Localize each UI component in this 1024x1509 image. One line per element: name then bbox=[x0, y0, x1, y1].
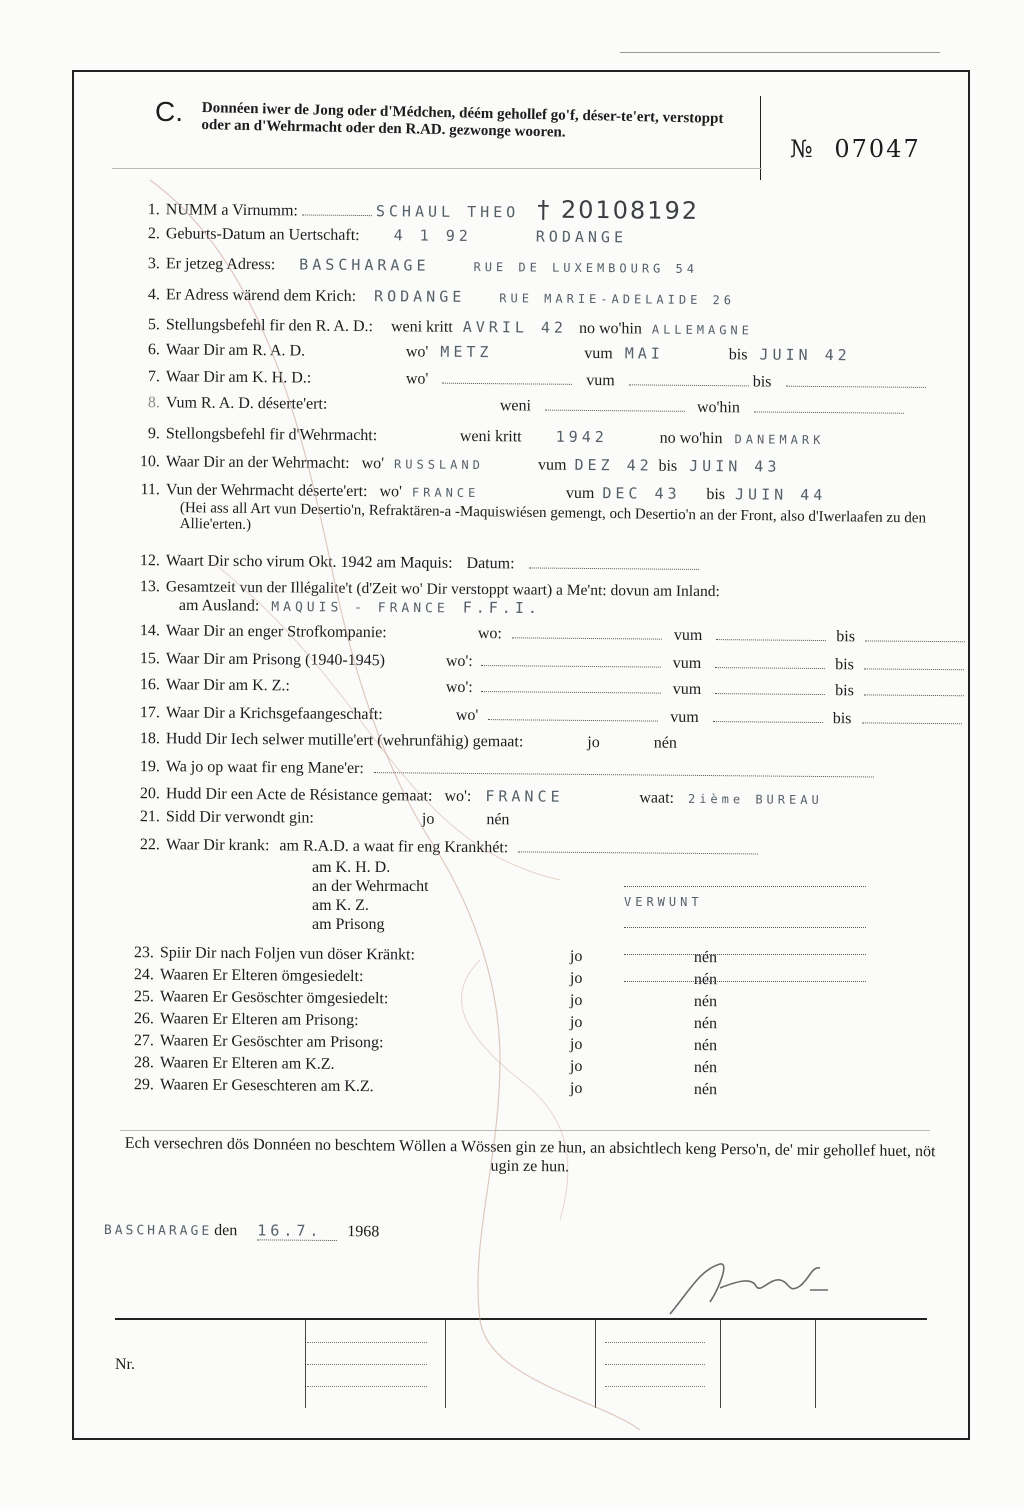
dotted-line bbox=[481, 677, 661, 694]
field-number: 19. bbox=[139, 758, 160, 776]
key-label: wo': bbox=[444, 787, 472, 805]
sublabel-khd: am K. H. D. bbox=[312, 859, 391, 876]
resistance-location[interactable]: FRANCE bbox=[485, 787, 564, 806]
field-label: Waaren Er Elteren ömgesiedelt: bbox=[159, 966, 364, 986]
footer-dotted bbox=[307, 1342, 427, 1343]
key-label: wo' bbox=[455, 706, 479, 725]
rad-order-destination[interactable]: ALLEMAGNE bbox=[651, 322, 753, 338]
dotted-line bbox=[785, 372, 925, 388]
field-number: 5. bbox=[147, 316, 160, 334]
war-address-town[interactable]: RODANGE bbox=[374, 287, 466, 306]
yes-option[interactable]: jo bbox=[569, 991, 583, 1009]
key-label: vum bbox=[672, 680, 702, 698]
year-label: 1968 bbox=[347, 1223, 380, 1241]
dotted-line bbox=[512, 623, 662, 639]
no-option[interactable]: nén bbox=[486, 811, 510, 829]
yes-option[interactable]: jo bbox=[421, 810, 435, 828]
field-11-note: (Hei ass all Art vun Desertio'n, Refraktären-a -Maquiswiésen gemengt, och Desertio'n an der Front, also d'Iwerlaafen zu den Allie'erten.) bbox=[179, 500, 927, 533]
key-label: weni kritt bbox=[459, 427, 522, 446]
wehrmacht-from[interactable]: DEZ 42 bbox=[574, 455, 653, 475]
section-title: Donnéen iwer de Jong oder d'Médchen, déém gehollef go'f, déser-te'ert, verstoppt oder an d'Wehrmacht oder den R.AD. gezwonge wooren. bbox=[201, 100, 724, 141]
footer-dotted bbox=[307, 1386, 427, 1387]
yes-option[interactable]: jo bbox=[569, 969, 583, 987]
dotted-line bbox=[545, 396, 685, 412]
key-label: no wo'hin bbox=[578, 319, 642, 338]
footer-dotted bbox=[605, 1386, 705, 1387]
field-label: Waaren Er Gesöschter am Prisong: bbox=[159, 1032, 384, 1052]
no-option[interactable]: nén bbox=[693, 1036, 718, 1055]
yes-option[interactable]: jo bbox=[569, 1079, 583, 1097]
key-label: bis bbox=[836, 628, 856, 646]
no-option[interactable]: nén bbox=[693, 992, 718, 1011]
wehrmacht-order-date[interactable]: 1942 bbox=[555, 427, 608, 447]
rad-order-date[interactable]: AVRIL 42 bbox=[462, 317, 568, 337]
field-number: 18. bbox=[139, 730, 160, 748]
key-label: vum bbox=[586, 371, 615, 390]
footer-dotted bbox=[307, 1364, 427, 1365]
yes-option[interactable]: jo bbox=[569, 1013, 583, 1031]
field-number: 28. bbox=[133, 1054, 154, 1072]
key-label: wo'hin bbox=[696, 398, 740, 417]
den-label: den bbox=[214, 1221, 238, 1240]
field-label: Er jetzeg Adress: bbox=[165, 255, 276, 274]
field-number: 17. bbox=[139, 704, 160, 722]
place-date bbox=[104, 1220, 380, 1241]
field-number: 23. bbox=[133, 944, 154, 962]
key-label: Datum: bbox=[466, 554, 515, 573]
field-label: am Ausland: bbox=[178, 596, 260, 615]
field-number: 21. bbox=[139, 808, 160, 826]
footer-dotted bbox=[605, 1342, 705, 1343]
footer-grid bbox=[115, 1320, 927, 1408]
desertion-from[interactable]: DEC 43 bbox=[602, 484, 681, 503]
sublabel-prisong: am Prisong bbox=[312, 916, 385, 933]
death-date-note: † 20108192 bbox=[537, 195, 700, 225]
rad-from[interactable]: MAI bbox=[624, 344, 664, 363]
key-label: vum bbox=[670, 708, 699, 726]
field-label: Er Adress wärend dem Krich: bbox=[165, 286, 357, 305]
field-label: Vun der Wehrmacht déserte'ert: bbox=[165, 481, 368, 501]
key-label: bis bbox=[658, 457, 678, 475]
dotted-line bbox=[302, 200, 372, 216]
field-label: Geburts-Datum an Uertschaft: bbox=[165, 225, 360, 244]
field-label: Waaren Er Gesöschter ömgesiedelt: bbox=[159, 988, 389, 1008]
key-label: bis bbox=[752, 373, 772, 391]
field-label: Waar Dir a Krichsgefaangeschaft: bbox=[165, 704, 383, 724]
dotted-line bbox=[715, 679, 825, 695]
footer-cell-divider bbox=[720, 1320, 721, 1408]
field-label: Waar Dir an der Wehrmacht: bbox=[165, 453, 350, 472]
name-value[interactable]: SCHAUL THEO bbox=[375, 202, 520, 222]
field-number: 7. bbox=[147, 368, 160, 386]
dotted-line bbox=[374, 758, 874, 777]
key-label: bis bbox=[835, 682, 854, 700]
illness-value[interactable]: VERWUNT bbox=[624, 895, 703, 909]
field-number: 25. bbox=[133, 988, 154, 1006]
field-label: Spiir Dir nach Foljen vun döser Kränkt: bbox=[159, 944, 416, 964]
footer-cell-divider bbox=[305, 1320, 306, 1408]
yes-option[interactable]: jo bbox=[569, 1035, 583, 1053]
field-number: 4. bbox=[147, 286, 160, 304]
field-label: Waaren Er Elteren am Prisong: bbox=[159, 1010, 359, 1030]
dotted-line bbox=[529, 553, 699, 569]
field-number: 2. bbox=[147, 225, 160, 243]
key-label: weni bbox=[499, 397, 532, 415]
ffi-value[interactable]: F.F.I. bbox=[462, 598, 542, 618]
key-label: vum bbox=[537, 456, 567, 474]
dotted-line bbox=[861, 708, 961, 724]
no-option[interactable]: nén bbox=[693, 1014, 718, 1033]
key-label: bis bbox=[728, 346, 748, 364]
field-number: 16. bbox=[139, 676, 160, 694]
section-letter: C. bbox=[155, 96, 183, 127]
yes-option[interactable]: jo bbox=[569, 1057, 583, 1075]
footer-cell-divider bbox=[445, 1320, 446, 1408]
place-value[interactable]: BASCHARAGE bbox=[103, 1222, 213, 1239]
no-option[interactable]: nén bbox=[653, 734, 677, 752]
key-label: waat: bbox=[639, 789, 675, 807]
sublabel-rad: am R.A.D. a waat fir eng Krankhét: bbox=[279, 837, 509, 857]
field-number: 14. bbox=[139, 622, 160, 640]
field-label: Stellungsbefehl fir den R. A. D.: bbox=[165, 316, 374, 336]
sublabel-kz: am K. Z. bbox=[312, 897, 369, 914]
field-label: Waart Dir scho virum Okt. 1942 am Maquis: bbox=[165, 552, 453, 572]
dotted-line bbox=[713, 707, 823, 723]
war-address-street[interactable]: RUE MARIE-ADELAIDE 26 bbox=[499, 291, 736, 308]
field-label: Waar Dir am K. H. D.: bbox=[165, 368, 312, 387]
key-label: bis bbox=[706, 486, 726, 504]
field-number: 29. bbox=[133, 1076, 154, 1094]
field-label: Gesamtzeit vun der Illégalite't (d'Zeit wo' Dir verstoppt waart) a Me'nt: dovun am Inland: bbox=[165, 578, 720, 601]
field-number: 15. bbox=[139, 650, 160, 668]
key-label: bis bbox=[835, 656, 854, 674]
field-number: 3. bbox=[147, 255, 160, 273]
number-sign: № bbox=[790, 135, 815, 163]
top-edge-line bbox=[620, 52, 940, 53]
signature-drawing bbox=[660, 1250, 840, 1320]
yes-option[interactable]: jo bbox=[587, 733, 600, 752]
field-number: 20. bbox=[139, 785, 160, 803]
dotted-line bbox=[442, 369, 572, 385]
key-label: vum bbox=[584, 344, 613, 363]
field-number: 24. bbox=[133, 966, 154, 984]
rad-to[interactable]: JUIN 42 bbox=[759, 345, 851, 365]
field-label: Waar Dir am R. A. D. bbox=[165, 341, 306, 360]
form-number bbox=[790, 135, 921, 163]
wehrmacht-to[interactable]: JUIN 43 bbox=[689, 456, 781, 476]
dotted-line bbox=[754, 397, 904, 413]
field-number: 1. bbox=[147, 201, 160, 219]
field-number: 10. bbox=[139, 453, 160, 471]
field-number: 8. bbox=[147, 394, 160, 412]
declaration-rule bbox=[120, 1130, 930, 1131]
field-label: Waar Dir an enger Strofkompanie: bbox=[165, 622, 387, 642]
field-22-sublist bbox=[312, 858, 429, 934]
signature bbox=[660, 1250, 840, 1325]
field-number: 6. bbox=[147, 341, 160, 359]
field-21 bbox=[132, 808, 510, 829]
sublabel-wehrmacht: an der Wehrmacht bbox=[312, 878, 429, 895]
field-label: Waaren Er Geseschteren am K.Z. bbox=[159, 1076, 374, 1096]
no-option[interactable]: nén bbox=[693, 1058, 718, 1077]
footer-cell-divider bbox=[815, 1320, 816, 1408]
field-label: Sidd Dir verwondt gin: bbox=[165, 808, 314, 827]
field-label: NUMM a Virnumm: bbox=[165, 201, 298, 220]
field-13-abroad bbox=[179, 596, 541, 618]
dotted-line bbox=[715, 653, 825, 669]
dotted-line bbox=[629, 370, 749, 386]
field-number: 27. bbox=[133, 1032, 154, 1050]
key-label: bis bbox=[832, 710, 852, 728]
key-label: vum bbox=[672, 654, 702, 672]
key-label: wo': bbox=[445, 678, 473, 696]
field-label: Vum R. A. D. déserte'ert: bbox=[165, 394, 328, 413]
key-label: wo' bbox=[405, 370, 429, 388]
dotted-line bbox=[488, 705, 658, 721]
current-address-street[interactable]: RUE DE LUXEMBOURG 54 bbox=[473, 259, 699, 276]
desertion-location[interactable]: FRANCE bbox=[411, 485, 480, 501]
field-number: 22. bbox=[139, 836, 160, 854]
footer-cell-divider bbox=[595, 1320, 596, 1408]
key-label: vum bbox=[673, 626, 703, 644]
field-label: Hudd Dir een Acte de Résistance gemaat: bbox=[165, 785, 433, 805]
dotted-line bbox=[864, 654, 964, 670]
date-value[interactable]: 16.7. bbox=[257, 1221, 337, 1241]
field-label: Wa jo op waat fir eng Mane'er: bbox=[165, 758, 364, 778]
yes-option[interactable]: jo bbox=[569, 947, 583, 965]
key-label: wo' bbox=[405, 343, 429, 361]
birth-date-value[interactable]: 4 1 92 bbox=[393, 226, 472, 245]
dotted-line bbox=[624, 913, 866, 928]
field-label: Waar Dir am K. Z.: bbox=[165, 676, 290, 695]
no-option[interactable]: nén bbox=[693, 948, 718, 967]
dotted-line bbox=[865, 626, 965, 642]
dotted-line bbox=[716, 625, 826, 641]
field-1 bbox=[132, 192, 699, 225]
field-label: Hudd Dir Iech selwer mutille'ert (wehrunfähig) gemaat: bbox=[165, 730, 524, 751]
field-number: 26. bbox=[133, 1010, 154, 1028]
wehrmacht-order-destination[interactable]: DANEMARK bbox=[734, 432, 825, 448]
field-number: 12. bbox=[139, 552, 160, 570]
wehrmacht-location[interactable]: RUSSLAND bbox=[393, 457, 484, 473]
field-number: 9. bbox=[147, 425, 160, 443]
key-label: weni kritt bbox=[390, 318, 453, 336]
field-label: Waar Dir krank: bbox=[165, 836, 270, 855]
key-label: wo' bbox=[379, 483, 403, 501]
dotted-line bbox=[864, 680, 964, 696]
field-label: Waaren Er Elteren am K.Z. bbox=[159, 1054, 335, 1073]
resistance-activity[interactable]: 2ième BUREAU bbox=[687, 791, 823, 808]
field-number: 13. bbox=[139, 578, 160, 596]
key-label: no wo'hin bbox=[659, 429, 723, 448]
header-rule bbox=[112, 168, 762, 169]
nr-label: Nr. bbox=[115, 1356, 135, 1373]
field-label: Waar Dir am Prisong (1940-1945) bbox=[165, 650, 386, 670]
birth-place-value[interactable]: RODANGE bbox=[535, 227, 628, 247]
key-label: wo': bbox=[445, 652, 473, 670]
rad-location[interactable]: METZ bbox=[440, 342, 493, 362]
footer-dotted bbox=[605, 1364, 705, 1365]
field-label: Stellongsbefehl fir d'Wehrmacht: bbox=[165, 425, 378, 445]
key-label: wo: bbox=[477, 625, 502, 643]
key-label: wo' bbox=[361, 455, 385, 473]
abroad-value[interactable]: MAQUIS - FRANCE bbox=[271, 599, 449, 617]
no-option[interactable]: nén bbox=[693, 1080, 718, 1099]
dotted-line bbox=[518, 837, 758, 854]
key-label: vum bbox=[565, 484, 595, 503]
declaration-text: Ech versechren dös Donnéen no beschtem Wöllen a Wössen gin ze hun, an absichtlech keng Perso'n, de' mir gehollef huet, nöt ugin ze hun. bbox=[124, 1134, 936, 1176]
current-address-town[interactable]: BASCHARAGE bbox=[299, 255, 430, 275]
dotted-line bbox=[481, 651, 661, 668]
desertion-to[interactable]: JUIN 44 bbox=[734, 485, 827, 505]
no-option[interactable]: nén bbox=[693, 970, 718, 989]
field-number: 11. bbox=[140, 481, 160, 499]
number-value: 07047 bbox=[834, 135, 921, 163]
dotted-line bbox=[624, 872, 866, 887]
